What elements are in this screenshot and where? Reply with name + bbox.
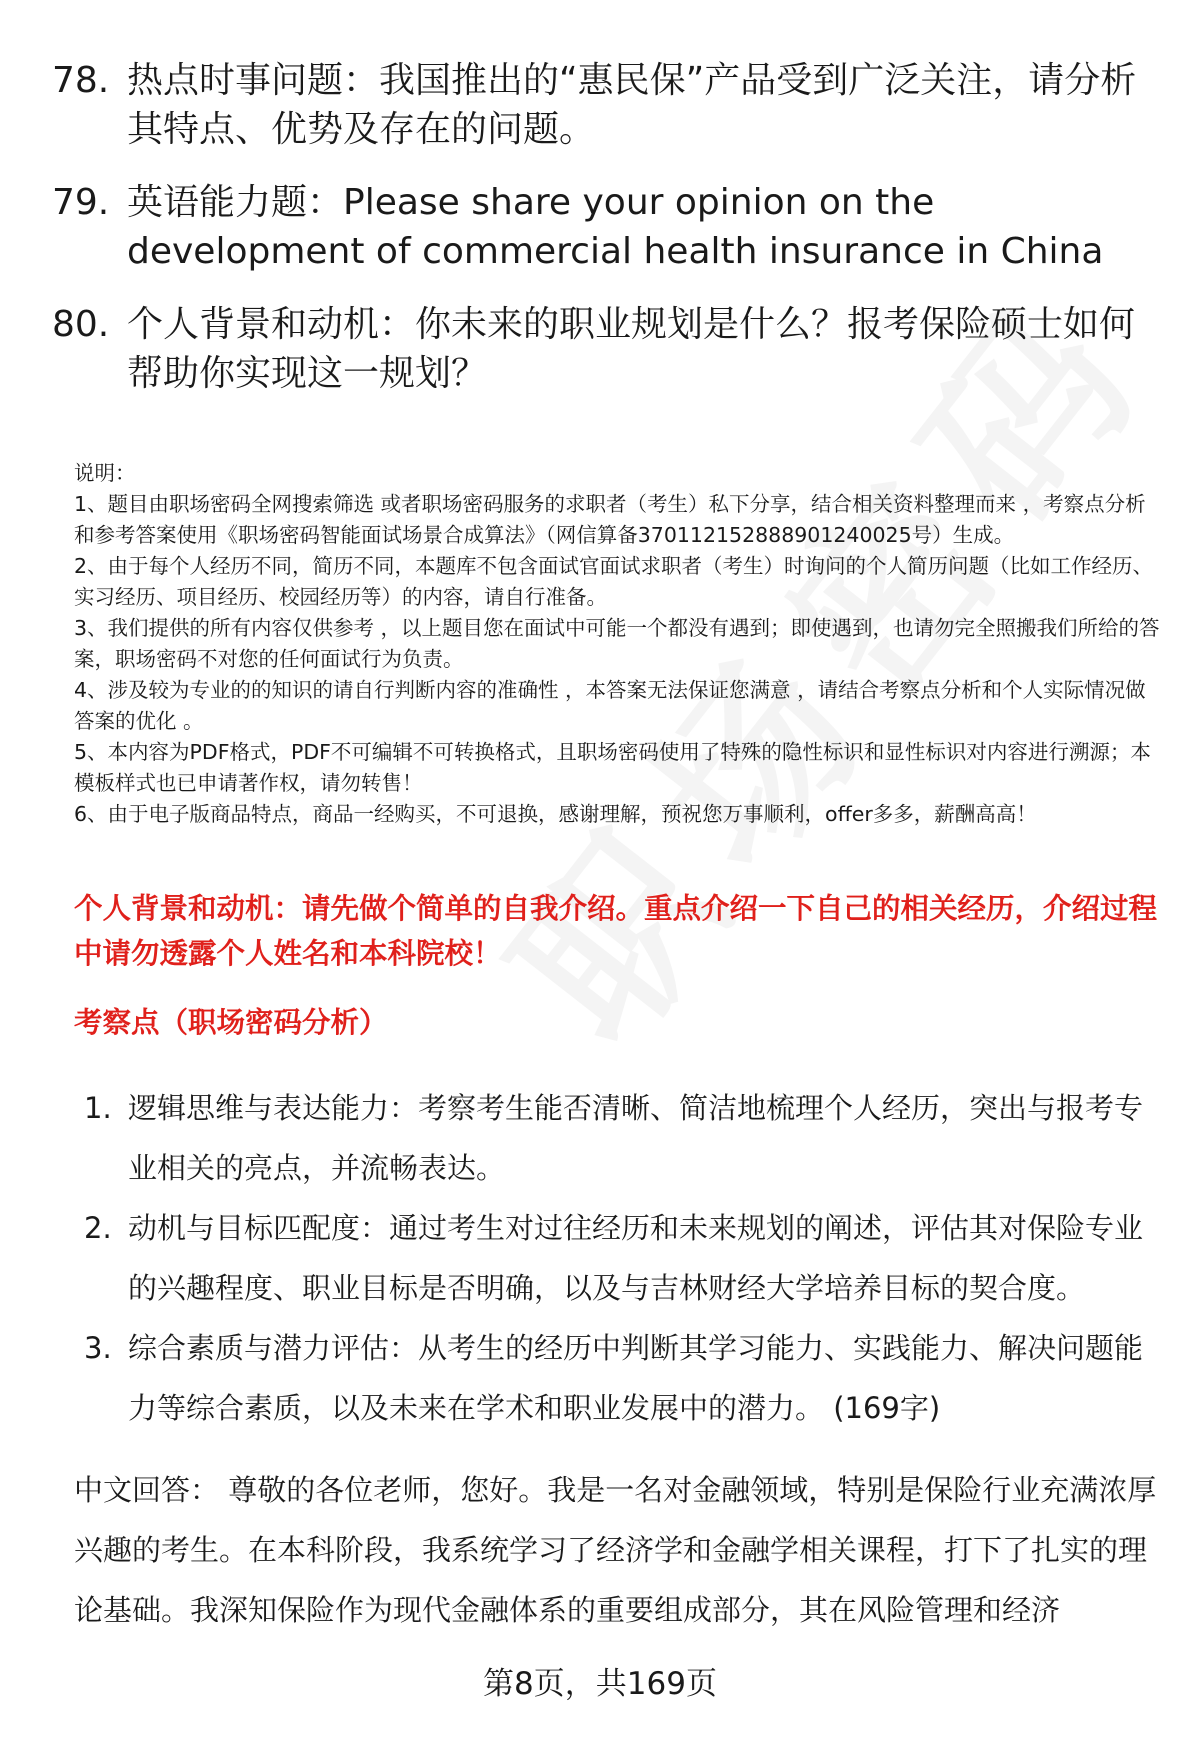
answer-text: 尊敬的各位老师，您好。我是一名对金融领域，特别是保险行业充满浓厚兴趣的考生。在本科阶段，我系统学习了经济学和金融学相关课程，打下了扎实的理论基础。我深知保险作为现代金融体系的重要组成部分，其在风险管理和经济 — [74, 1473, 1157, 1627]
notes-section — [74, 458, 1164, 830]
answer-label: 中文回答： — [74, 1473, 220, 1507]
analysis-point — [84, 1198, 1154, 1318]
note-item: 5、本内容为PDF格式，PDF不可编辑不可转换格式，且职场密码使用了特殊的隐性标识和显性标识对内容进行溯源；本模板样式也已申请著作权，请勿转售！ — [74, 740, 1151, 795]
question-text: 个人背景和动机：你未来的职业规划是什么？报考保险硕士如何帮助你实现这一规划？ — [127, 304, 1136, 394]
question-item — [52, 56, 1152, 154]
analysis-point — [84, 1078, 1154, 1198]
point-number: 1. — [84, 1091, 112, 1125]
notes-heading: 说明： — [74, 461, 136, 485]
question-text: 热点时事问题：我国推出的“惠民保”产品受到广泛关注，请分析其特点、优势及存在的问题。 — [127, 60, 1137, 150]
answer-paragraph — [74, 1460, 1164, 1640]
note-item: 1、题目由职场密码全网搜索筛选 或者职场密码服务的求职者（考生）私下分享，结合相关资料整理而来 ，考察点分析和参考答案使用《职场密码智能面试场景合成算法》（网信算备370112152888901240025号）生成。 — [74, 492, 1146, 547]
question-list — [52, 56, 1152, 422]
question-item — [52, 178, 1152, 276]
note-item: 6、由于电子版商品特点，商品一经购买，不可退换，感谢理解，预祝您万事顺利，offer多多，薪酬高高！ — [74, 802, 1037, 826]
note-item: 2、由于每个人经历不同，简历不同，本题库不包含面试官面试求职者（考生）时询问的个人简历问题（比如工作经历、实习经历、项目经历、校园经历等）的内容，请自行准备。 — [74, 554, 1154, 609]
question-item — [52, 300, 1152, 398]
question-number: 80. — [52, 304, 110, 345]
point-number: 3. — [84, 1331, 112, 1365]
analysis-heading: 考察点（职场密码分析） — [74, 1006, 388, 1039]
point-number: 2. — [84, 1211, 112, 1245]
point-text: 综合素质与潜力评估：从考生的经历中判断其学习能力、实践能力、解决问题能力等综合素质，以及未来在学术和职业发展中的潜力。 (169字) — [128, 1331, 1144, 1425]
section-title: 个人背景和动机：请先做个简单的自我介绍。重点介绍一下自己的相关经历，介绍过程中请勿透露个人姓名和本科院校！ — [74, 892, 1158, 970]
page-footer: 第8页，共169页 — [483, 1666, 717, 1702]
point-text: 逻辑思维与表达能力：考察考生能否清晰、简洁地梳理个人经历，突出与报考专业相关的亮点，并流畅表达。 — [128, 1091, 1144, 1185]
question-number: 78. — [52, 60, 110, 101]
note-item: 3、我们提供的所有内容仅供参考 ，以上题目您在面试中可能一个都没有遇到；即使遇到，也请勿完全照搬我们所给的答案，职场密码不对您的任何面试行为负责。 — [74, 616, 1160, 671]
question-number: 79. — [52, 182, 110, 223]
point-text: 动机与目标匹配度：通过考生对过往经历和未来规划的阐述，评估其对保险专业的兴趣程度、职业目标是否明确，以及与吉林财经大学培养目标的契合度。 — [128, 1211, 1144, 1305]
analysis-point — [84, 1318, 1154, 1438]
note-item: 4、涉及较为专业的的知识的请自行判断内容的准确性 ，本答案无法保证您满意 ，请结合考察点分析和个人实际情况做答案的优化 。 — [74, 678, 1146, 733]
analysis-points — [84, 1078, 1154, 1438]
question-text: 英语能力题：Please share your opinion on the development of commercial health insurance in China — [127, 182, 1104, 272]
